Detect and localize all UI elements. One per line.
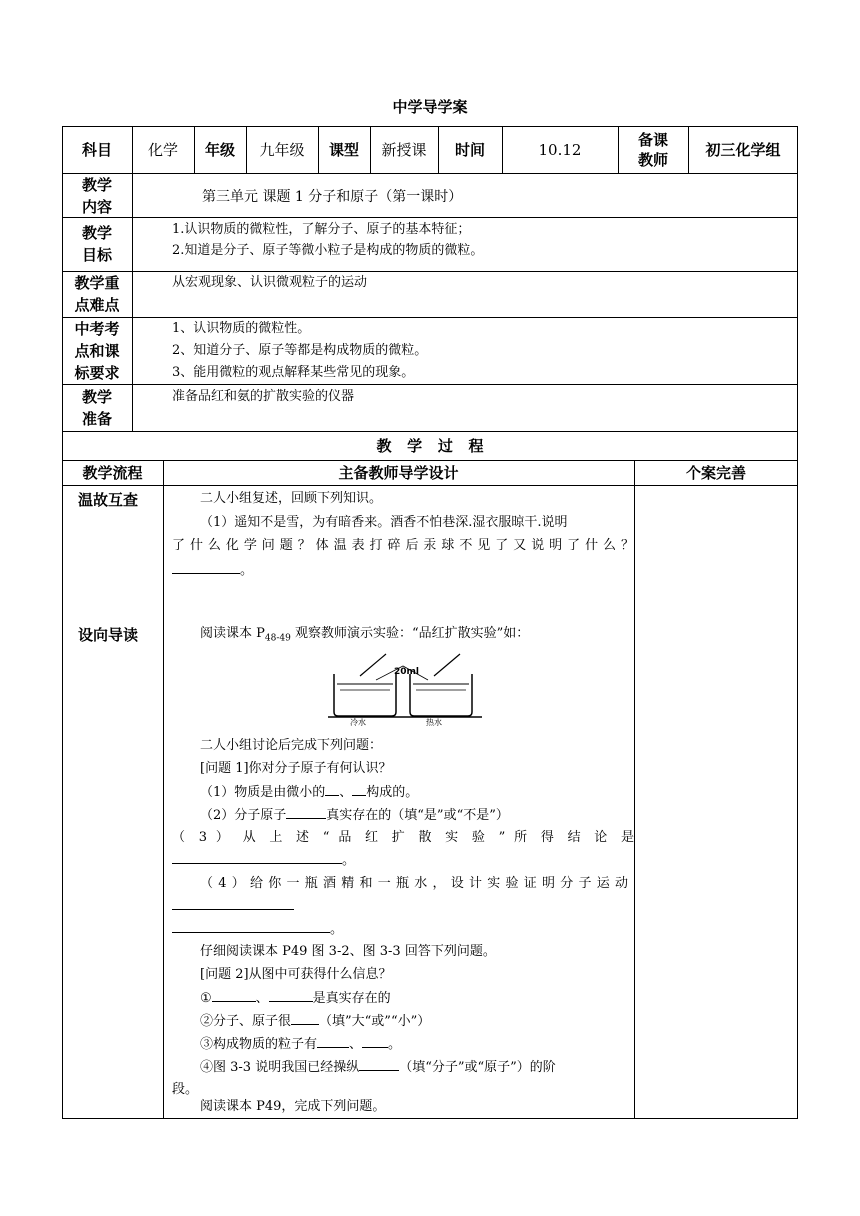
design-line-10: （ 3 ） 从 上 述 “ 品 红 扩 散 实 验 ” 所 得 结 论 是 <box>172 830 634 845</box>
answer-blank[interactable] <box>212 987 256 1002</box>
grade-value: 九年级 <box>259 140 305 159</box>
answer-blank[interactable] <box>317 1033 349 1048</box>
process-heading: 教 学 过 程 <box>376 436 484 455</box>
answer-blank[interactable] <box>359 1056 399 1071</box>
cold-water-label: 冷水 <box>350 718 366 726</box>
diffusion-experiment-figure <box>328 650 496 726</box>
answer-blank[interactable] <box>172 559 240 574</box>
design-line-20 <box>200 1056 662 1079</box>
design-line-19-b: 、 <box>349 1037 363 1052</box>
answer-blank[interactable] <box>362 1033 388 1048</box>
exam-2: 2、知道分子、原子等都是构成物质的微粒。 <box>172 343 428 358</box>
prep-label-line-2: 准备 <box>81 410 112 428</box>
left-dropper <box>360 654 386 676</box>
design-line-22: 阅读课本 P49，完成下列问题。 <box>200 1099 386 1114</box>
answer-blank[interactable] <box>352 781 366 796</box>
subject-value: 化学 <box>147 140 178 159</box>
type-label: 课型 <box>328 140 359 159</box>
exam-label-line-2: 点和课 <box>74 342 120 360</box>
design-line-8 <box>200 781 662 804</box>
right-dropper <box>434 654 460 676</box>
design-line-14-text: 。 <box>330 922 344 937</box>
design-line-17-c: 是真实存在的 <box>312 991 391 1006</box>
design-line-2: （1）遥知不是雪，为有暗香来。酒香不怕巷深.湿衣服晾干.说明 <box>200 515 568 530</box>
design-line-12: （4）给你一瓶酒精和一瓶水，设计实验证明分子运动 <box>200 876 628 891</box>
exam-1: 1、认识物质的微粒性。 <box>172 321 311 336</box>
design-line-18 <box>200 1010 662 1033</box>
grade-label: 年级 <box>204 140 235 159</box>
design-line-17-a: ① <box>200 991 212 1006</box>
teacher-label-line-2: 教师 <box>637 150 668 169</box>
hot-water-label: 热水 <box>426 718 442 726</box>
answer-blank[interactable] <box>291 1010 319 1025</box>
design-line-13 <box>172 895 634 918</box>
goal-1: 1.认识物质的微粒性，了解分子、原子的基本特征； <box>172 222 471 237</box>
design-line-19-a: ③构成物质的粒子有 <box>200 1037 318 1052</box>
left-beaker <box>334 674 396 716</box>
design-line-1: 二人小组复述，回顾下列知识。 <box>200 491 383 506</box>
design-line-9 <box>200 804 662 827</box>
design-line-9-b: 真实存在的（填“是”或“不是”） <box>326 808 509 823</box>
design-line-19 <box>200 1033 662 1056</box>
design-line-5-sub: 48-49 <box>264 633 291 644</box>
design-line-8-a: （1）物质是由微小的 <box>200 785 326 800</box>
goal-label-line-2: 目标 <box>81 246 112 264</box>
col-flow-header: 教学流程 <box>82 463 143 482</box>
prep-label <box>62 386 132 430</box>
content-text: 第三单元 课题 1 分子和原子（第一课时） <box>202 189 463 205</box>
teacher-label-line-1: 备课 <box>637 130 668 149</box>
type-value: 新授课 <box>381 140 427 159</box>
design-line-19-c: 。 <box>388 1037 402 1052</box>
design-line-14 <box>172 918 634 941</box>
answer-blank[interactable] <box>172 895 294 910</box>
answer-blank[interactable] <box>172 849 342 864</box>
design-line-18-a: ②分子、原子很 <box>200 1014 292 1029</box>
answer-blank[interactable] <box>172 918 330 933</box>
teacher-label <box>618 126 688 173</box>
design-line-20-b: （填“分子”或“原子”）的阶 <box>399 1060 556 1075</box>
key-label-line-2: 点难点 <box>74 296 120 314</box>
content-label <box>62 174 132 218</box>
key-label <box>62 272 132 316</box>
col-personal-header: 个案完善 <box>685 463 746 482</box>
design-line-11-text: 。 <box>342 853 356 868</box>
lesson-plan-table <box>62 126 798 1119</box>
volume-label: 20ml <box>394 667 419 677</box>
key-text: 从宏观现象、认识微观粒子的运动 <box>172 275 368 290</box>
right-beaker <box>410 674 472 716</box>
exam-3: 3、能用微粒的观点解释某些常见的现象。 <box>172 365 415 380</box>
design-line-15: 仔细阅读课本 P49 图 3-2、图 3-3 回答下列问题。 <box>200 944 496 959</box>
step-review: 温故互查 <box>78 491 139 509</box>
design-line-21: 段。 <box>172 1082 199 1097</box>
design-line-8-b: 、 <box>339 785 353 800</box>
answer-blank[interactable] <box>269 987 313 1002</box>
goal-label <box>62 222 132 266</box>
time-label: 时间 <box>454 140 485 159</box>
answer-blank[interactable] <box>286 804 326 819</box>
col-design-header: 主备教师导学设计 <box>338 463 459 482</box>
answer-blank[interactable] <box>325 781 339 796</box>
teacher-value: 初三化学组 <box>705 140 781 159</box>
design-line-20-a: ④图 3-3 说明我国已经操纵 <box>200 1060 360 1075</box>
design-line-5-pre: 阅读课本 P <box>200 626 265 641</box>
subject-label: 科目 <box>81 140 112 159</box>
design-line-9-a: （2）分子原子 <box>200 808 287 823</box>
goal-label-line-1: 教学 <box>81 224 112 242</box>
page-title: 中学导学案 <box>392 98 468 116</box>
goal-2: 2.知道是分子、原子等微小粒子是构成的物质的微粒。 <box>172 243 484 258</box>
design-line-6: 二人小组讨论后完成下列问题： <box>200 738 383 753</box>
exam-label <box>62 318 132 384</box>
design-line-17-b: 、 <box>255 991 269 1006</box>
design-line-17 <box>200 987 662 1010</box>
content-label-line-1: 教学 <box>81 176 112 194</box>
exam-label-line-1: 中考考 <box>74 320 120 338</box>
design-line-11 <box>172 849 634 872</box>
content-label-line-2: 内容 <box>81 198 112 216</box>
time-value: 10.12 <box>538 140 582 159</box>
design-line-5-post: 观察教师演示实验：“品红扩散实验”如： <box>290 626 530 641</box>
design-line-8-c: 构成的。 <box>366 785 419 800</box>
key-label-line-1: 教学重 <box>74 274 120 292</box>
design-line-7: [问题 1]你对分子原子有何认识？ <box>200 761 392 776</box>
prep-label-line-1: 教学 <box>81 388 112 406</box>
design-line-4-text: 。 <box>240 563 254 578</box>
prep-text: 准备品红和氨的扩散实验的仪器 <box>172 389 355 404</box>
exam-label-line-3: 标要求 <box>74 364 120 382</box>
design-line-3: 了什么化学问题？体温表打碎后汞球不见了又说明了什么？ <box>172 538 634 553</box>
design-line-16: [问题 2]从图中可获得什么信息？ <box>200 967 392 982</box>
design-line-5 <box>200 623 662 650</box>
design-line-18-b: （填”大“或”“小”） <box>319 1014 431 1029</box>
design-line-4 <box>172 559 634 582</box>
step-guided-reading: 设向导读 <box>78 626 139 644</box>
